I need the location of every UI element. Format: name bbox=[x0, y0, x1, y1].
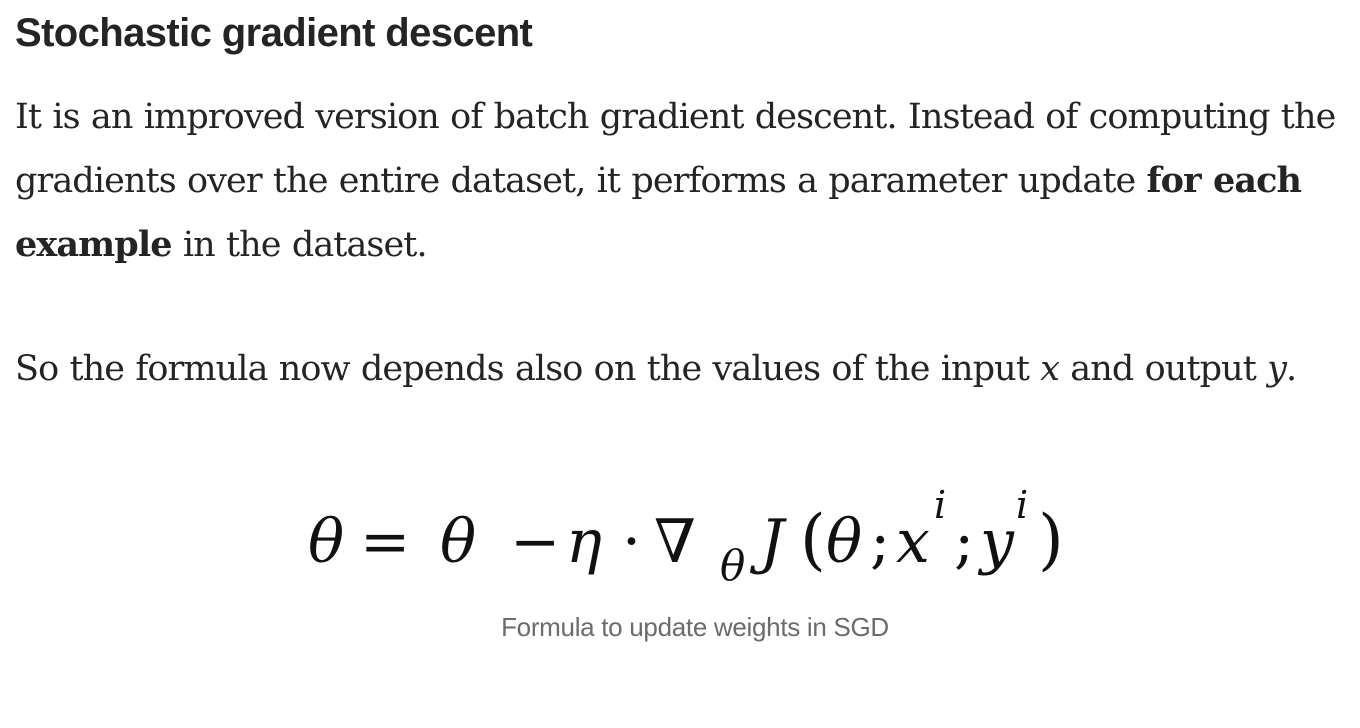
formula-minus: − bbox=[510, 507, 561, 577]
paragraph-text: and output bbox=[1059, 349, 1268, 389]
formula-theta: θ bbox=[308, 507, 345, 577]
paragraph-text: So the formula now depends also on the values of the input bbox=[15, 349, 1041, 389]
variable-x: x bbox=[1040, 349, 1060, 389]
paragraph-text: . bbox=[1286, 349, 1297, 389]
formula-caption: Formula to update weights in SGD bbox=[501, 612, 889, 642]
paragraph-sgd-description bbox=[15, 85, 1345, 277]
formula-nabla: ∇ bbox=[654, 507, 696, 577]
variable-y: y bbox=[1267, 349, 1287, 389]
formula-y: y bbox=[980, 507, 1014, 577]
sgd-formula-svg bbox=[300, 480, 1100, 590]
formula-theta-rhs: θ bbox=[440, 507, 477, 577]
formula-theta-subscript: θ bbox=[720, 541, 746, 590]
formula-semicolon-2: ; bbox=[954, 507, 975, 577]
formula-x: x bbox=[896, 507, 930, 577]
formula-eta: η bbox=[566, 507, 602, 577]
section-heading: Stochastic gradient descent bbox=[15, 11, 533, 55]
formula-semicolon-1: ; bbox=[870, 507, 891, 577]
formula-y-superscript: i bbox=[1016, 483, 1029, 527]
formula-equals: = bbox=[360, 507, 411, 577]
paragraph-text: It is an improved version of batch gradient descent. Instead of computing the gradients over the entire dataset, it performs a parameter update bbox=[15, 97, 1336, 201]
formula-dot: · bbox=[622, 507, 642, 577]
bold-emphasis: for each example bbox=[15, 160, 1302, 265]
formula-theta-arg: θ bbox=[826, 507, 863, 577]
formula-open-paren: ( bbox=[800, 501, 826, 578]
paragraph-text-end: in the dataset. bbox=[171, 225, 427, 265]
formula-x-superscript: i bbox=[934, 483, 947, 527]
paragraph-formula-dependency bbox=[15, 342, 1296, 396]
formula-J: J bbox=[760, 507, 785, 577]
sgd-formula-figure bbox=[300, 480, 1100, 590]
formula-close-paren: ) bbox=[1038, 501, 1064, 578]
